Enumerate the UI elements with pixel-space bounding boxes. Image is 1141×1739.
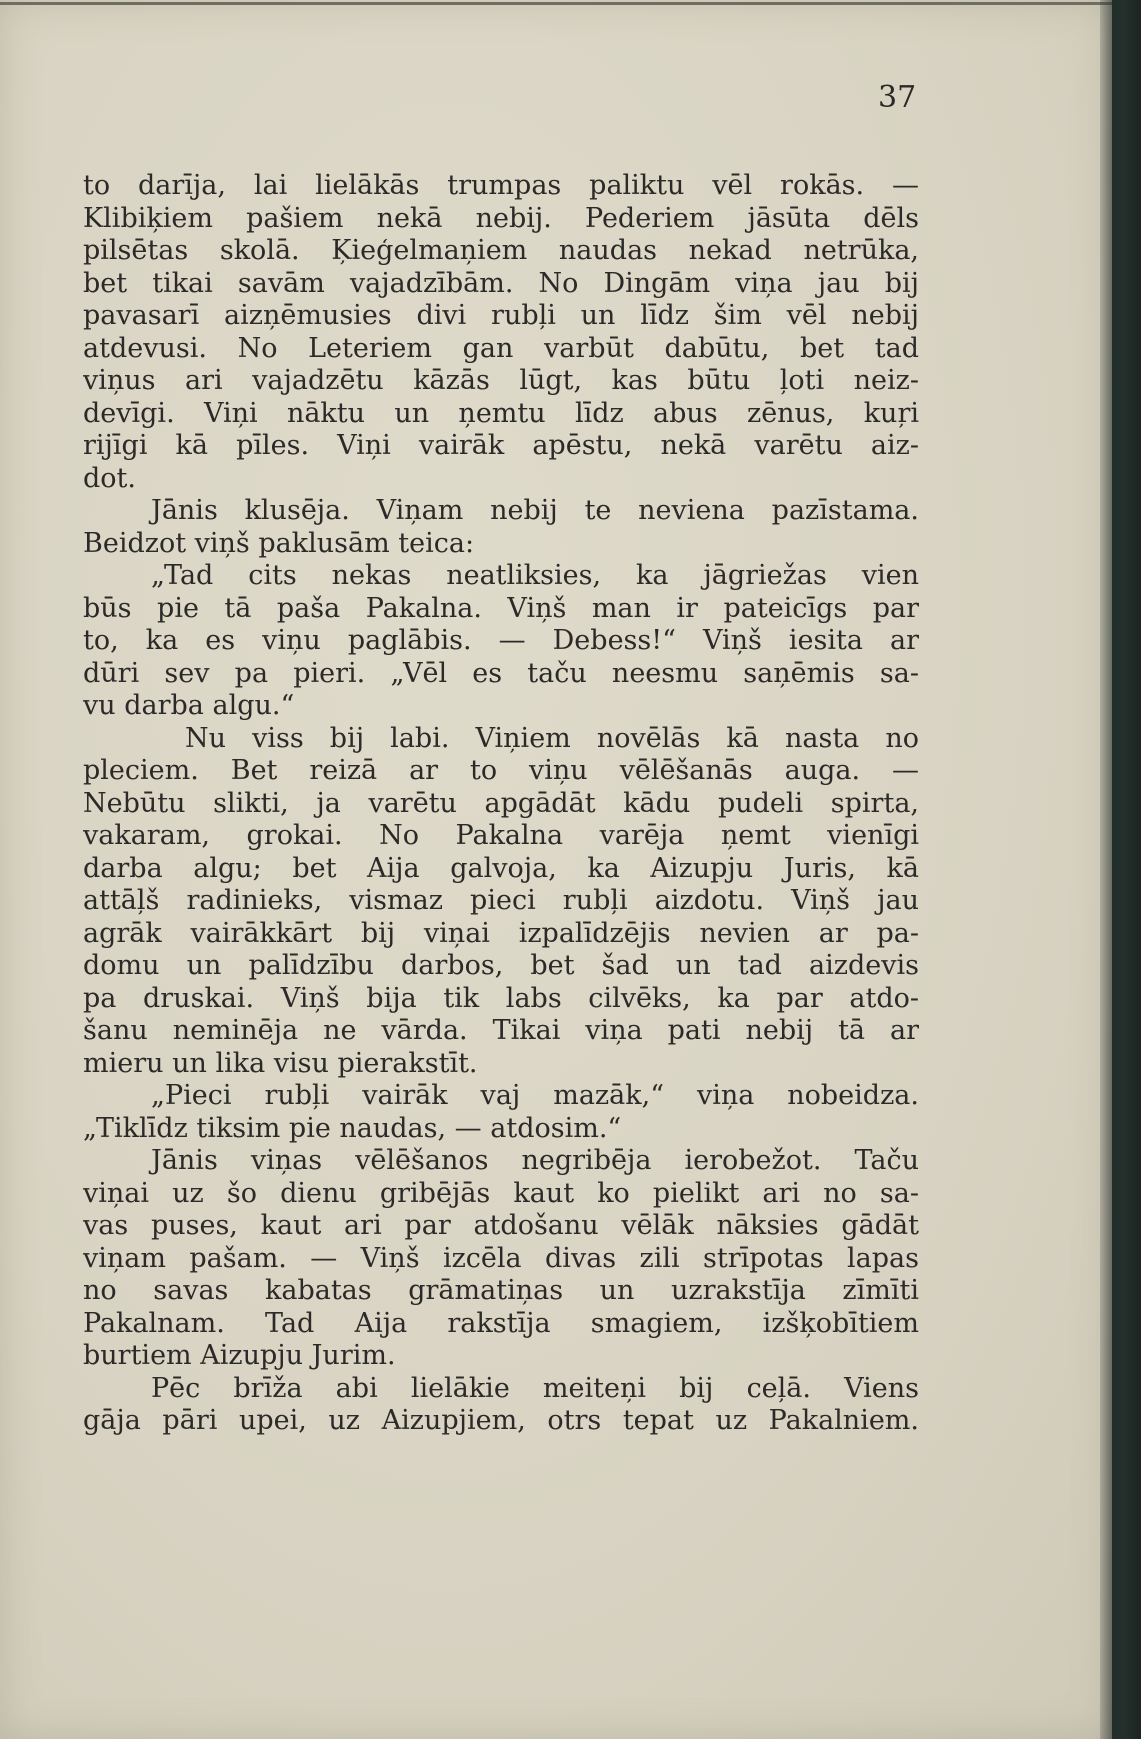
text-line: no savas kabatas grāmatiņas un uzrakstīja zīmīti <box>83 1275 919 1306</box>
text-line: Klibiķiem pašiem nekā nebij. Pederiem jāsūta dēls <box>83 202 919 234</box>
text-line: „Tiklīdz tiksim pie naudas, — atdosim.“ <box>83 1112 622 1144</box>
text-line: dot. <box>83 462 136 494</box>
binding-edge <box>1100 0 1141 1739</box>
text-line: šanu neminēja ne vārda. Tikai viņa pati nebij tā ar <box>83 1015 919 1046</box>
text-line: domu un palīdzību darbos, bet šad un tad aizdevis <box>83 950 919 981</box>
text-line: Pēc brīža abi lielākie meiteņi bij ceļā. Viens <box>151 1372 919 1404</box>
text-line: Nebūtu slikti, ja varētu apgādāt kādu pudeli spirta, <box>83 787 919 819</box>
text-line: vakaram, grokai. No Pakalna varēja ņemt vienīgi <box>83 820 919 851</box>
text-line: gāja pāri upei, uz Aizupjiem, otrs tepat uz Pakalniem. <box>83 1405 919 1436</box>
text-line: dūri sev pa pieri. „Vēl es taču neesmu saņēmis sa- <box>83 657 919 689</box>
text-line: Beidzot viņš paklusām teica: <box>83 527 475 559</box>
text-line: vu darba algu.“ <box>83 690 295 721</box>
text-line: viņai uz šo dienu gribējās kaut ko pielikt ari no sa- <box>83 1177 919 1209</box>
text-line: būs pie tā paša Pakalna. Viņš man ir pateicīgs par <box>83 592 919 624</box>
text-line: „Tad cits nekas neatliksies, ka jāgriežas vien <box>151 560 919 591</box>
text-line: mieru un lika visu pierakstīt. <box>83 1047 478 1079</box>
text-line: Pakalnam. Tad Aija rakstīja smagiem, izšķobītiem <box>83 1307 919 1339</box>
text-line: viņam pašam. — Viņš izcēla divas zili strīpotas lapas <box>83 1242 919 1274</box>
text-line: pa druskai. Viņš bija tik labs cilvēks, ka par atdo- <box>83 982 919 1014</box>
text-line: Jānis viņas vēlēšanos negribēja ierobežot. Taču <box>151 1145 919 1176</box>
body-text <box>83 170 919 1438</box>
text-line: Jānis klusēja. Viņam nebij te neviena pazīstama. <box>151 495 919 526</box>
page-number: 37 <box>878 80 917 115</box>
text-line: pilsētas skolā. Ķieģelmaņiem naudas nekad netrūka, <box>83 235 919 266</box>
text-line: to darīja, lai lielākās trumpas paliktu vēl rokās. — <box>83 170 919 201</box>
text-line: pleciem. Bet reizā ar to viņu vēlēšanās auga. — <box>83 755 919 786</box>
text-line: burtiem Aizupju Jurim. <box>83 1340 396 1371</box>
text-line: Nu viss bij labi. Viņiem novēlās kā nasta no <box>185 722 919 754</box>
text-line: viņus ari vajadzētu kāzās lūgt, kas būtu ļoti neiz- <box>83 365 919 396</box>
text-line: to, ka es viņu paglābis. — Debess!“ Viņš iesita ar <box>83 625 919 656</box>
text-line: bet tikai savām vajadzībām. No Dingām viņa jau bij <box>83 267 919 299</box>
text-line: attāļš radinieks, vismaz pieci rubļi aizdotu. Viņš jau <box>83 885 919 916</box>
text-line: pavasarī aizņēmusies divi rubļi un līdz šim vēl nebij <box>83 300 919 331</box>
text-line: atdevusi. No Leteriem gan varbūt dabūtu, bet tad <box>83 332 919 364</box>
text-line: „Pieci rubļi vairāk vaj mazāk,“ viņa nobeidza. <box>151 1080 919 1111</box>
top-rule <box>0 2 1112 5</box>
text-line: vas puses, kaut ari par atdošanu vēlāk nāksies gādāt <box>83 1210 919 1241</box>
text-line: darba algu; bet Aija galvoja, ka Aizupju Juris, kā <box>83 852 919 884</box>
text-line: agrāk vairākkārt bij viņai izpalīdzējis nevien ar pa- <box>83 917 919 949</box>
text-line: devīgi. Viņi nāktu un ņemtu līdz abus zēnus, kuŗi <box>83 397 919 429</box>
text-line: rijīgi kā pīles. Viņi vairāk apēstu, nekā varētu aiz- <box>83 430 919 461</box>
